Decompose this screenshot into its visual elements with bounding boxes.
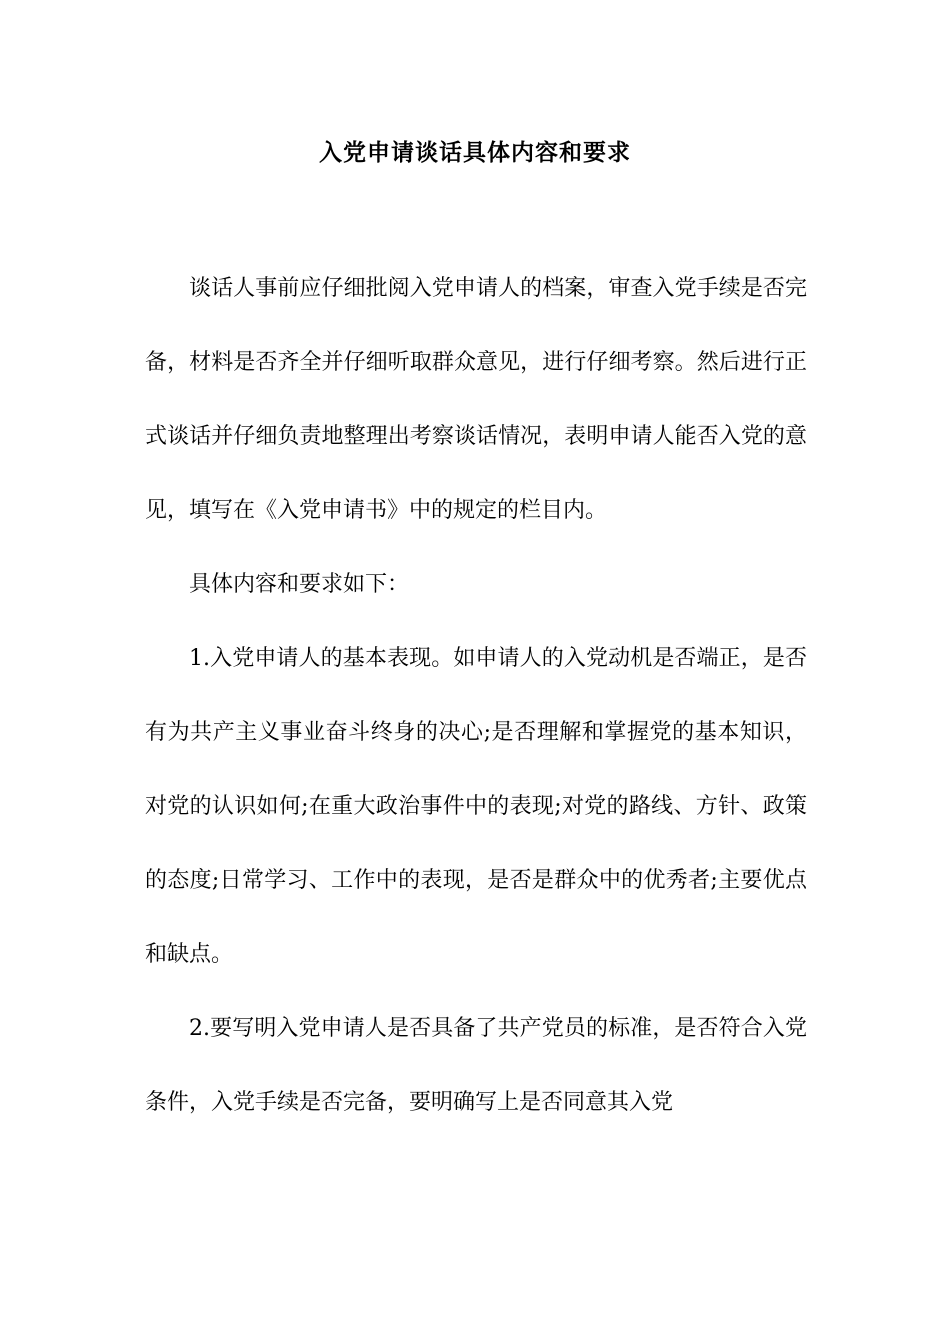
paragraph-item-1: 1.入党申请人的基本表现。如申请人的入党动机是否端正，是否有为共产主义事业奋斗终身的决心;是否理解和掌握党的基本知识，对党的认识如何;在重大政治事件中的表现;对党的路线、方针、政策的态度;日常学习、工作中的表现，是否是群众中的优秀者;主要优点和缺点。 [145, 646, 807, 967]
paragraph-requirements-lead: 具体内容和要求如下： [189, 572, 410, 597]
paragraph-item-2: 2.要写明入党申请人是否具备了共产党员的标准，是否符合入党条件，入党手续是否完备，要明确写上是否同意其入党 [145, 1016, 807, 1115]
document-title: 入党申请谈话具体内容和要求 [319, 139, 631, 166]
paragraph-intro: 谈话人事前应仔细批阅入党申请人的档案，审查入党手续是否完备，材料是否齐全并仔细听取群众意见，进行仔细考察。然后进行正式谈话并仔细负责地整理出考察谈话情况，表明申请人能否入党的意见，填写在《入党申请书》中的规定的栏目内。 [145, 276, 807, 523]
document-body [145, 252, 807, 1140]
